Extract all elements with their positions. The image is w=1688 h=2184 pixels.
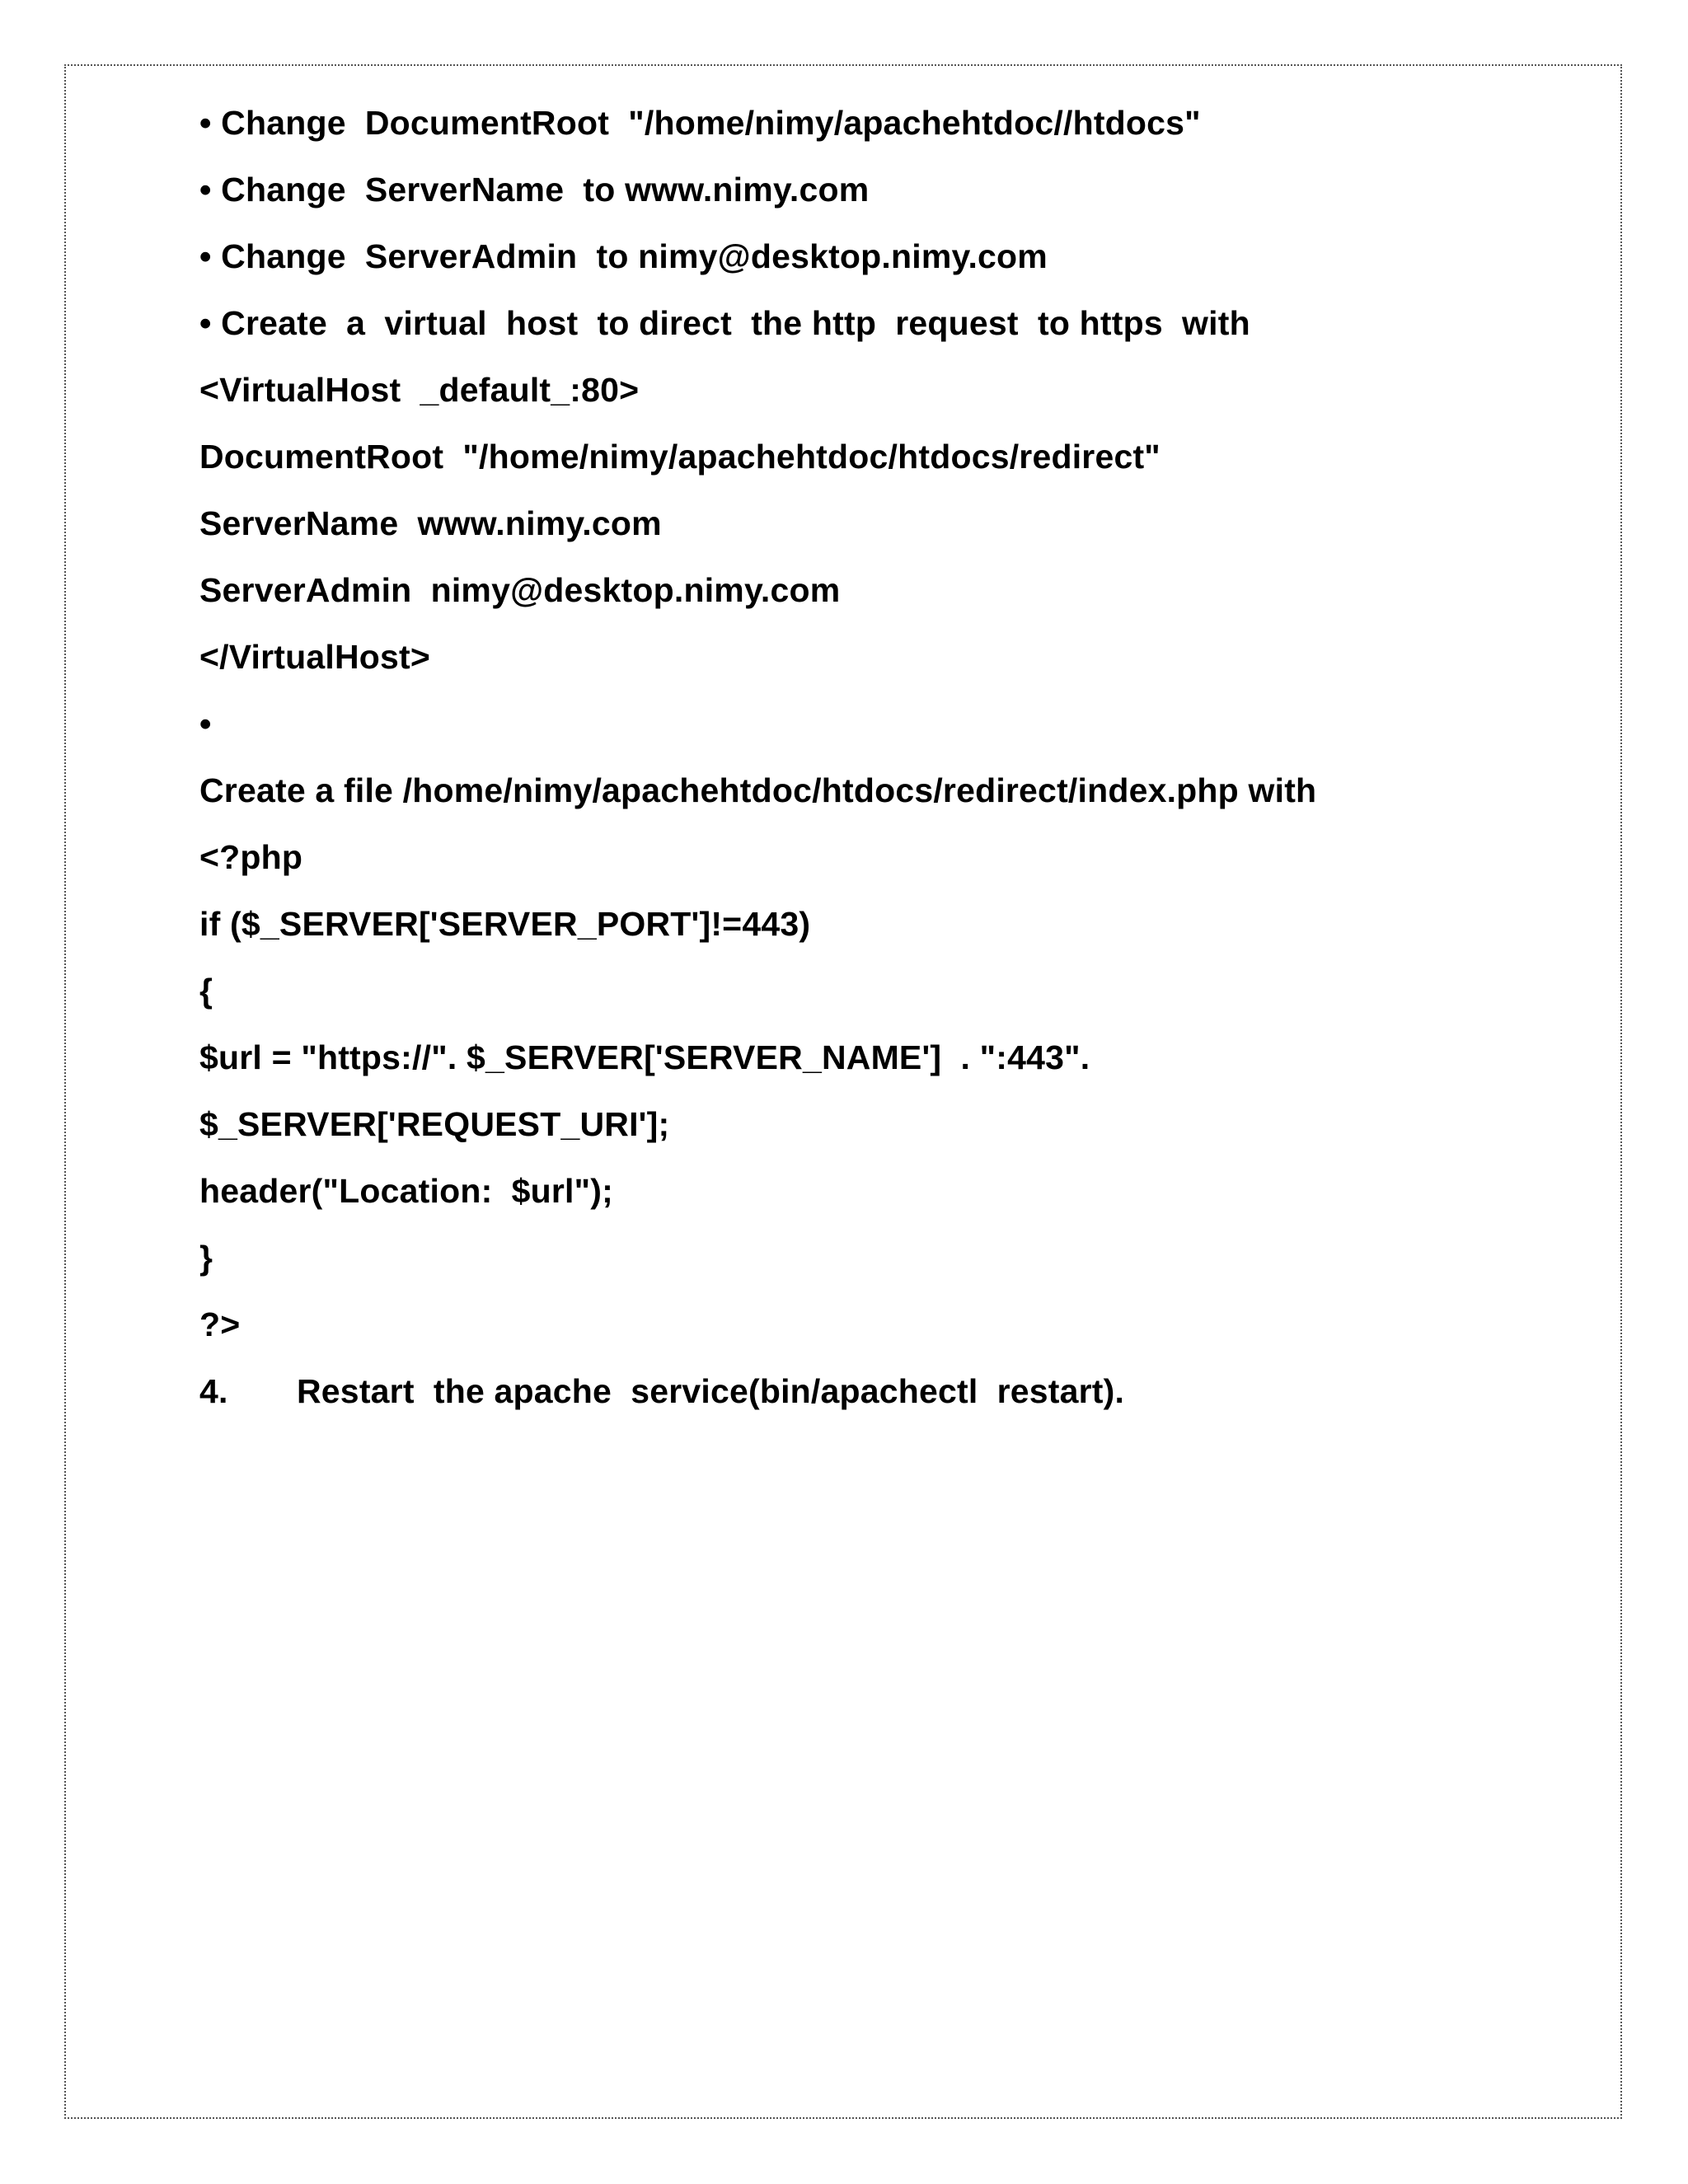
document-body — [199, 97, 1502, 1432]
code-request-uri: $_SERVER['REQUEST_URI']; — [199, 1105, 670, 1143]
step-4-text: Restart the apache service(bin/apachectl restart). — [297, 1372, 1125, 1410]
code-virtualhost-open: <VirtualHost _default_:80> — [199, 371, 640, 409]
bullet-change-serveradmin: • Change ServerAdmin to nimy@desktop.nimy.com — [199, 237, 1048, 275]
code-documentroot: DocumentRoot "/home/nimy/apachehtdoc/htdocs/redirect" — [199, 438, 1160, 476]
bullet-change-documentroot: • Change DocumentRoot "/home/nimy/apachehtdoc//htdocs" — [199, 104, 1201, 142]
create-file-instruction: Create a file /home/nimy/apachehtdoc/htdocs/redirect/index.php with — [199, 771, 1317, 809]
code-brace-close: } — [199, 1239, 213, 1277]
code-header-location: header("Location: $url"); — [199, 1172, 613, 1210]
code-brace-open: { — [199, 972, 213, 1010]
empty-bullet: • — [199, 705, 212, 743]
code-php-close: ?> — [199, 1305, 241, 1343]
bullet-create-virtual-host: • Create a virtual host to direct the http request to https with — [199, 304, 1250, 342]
code-serveradmin: ServerAdmin nimy@desktop.nimy.com — [199, 571, 841, 609]
code-servername: ServerName www.nimy.com — [199, 504, 662, 542]
bullet-change-servername: • Change ServerName to www.nimy.com — [199, 171, 870, 209]
step-4 — [199, 1366, 1502, 1432]
code-php-open: <?php — [199, 838, 303, 876]
code-url-assign: $url = "https://". $_SERVER['SERVER_NAME'] . ":443". — [199, 1038, 1090, 1076]
code-if-port: if ($_SERVER['SERVER_PORT']!=443) — [199, 905, 811, 943]
step-4-number: 4. — [199, 1372, 228, 1410]
code-virtualhost-close: </VirtualHost> — [199, 638, 431, 676]
